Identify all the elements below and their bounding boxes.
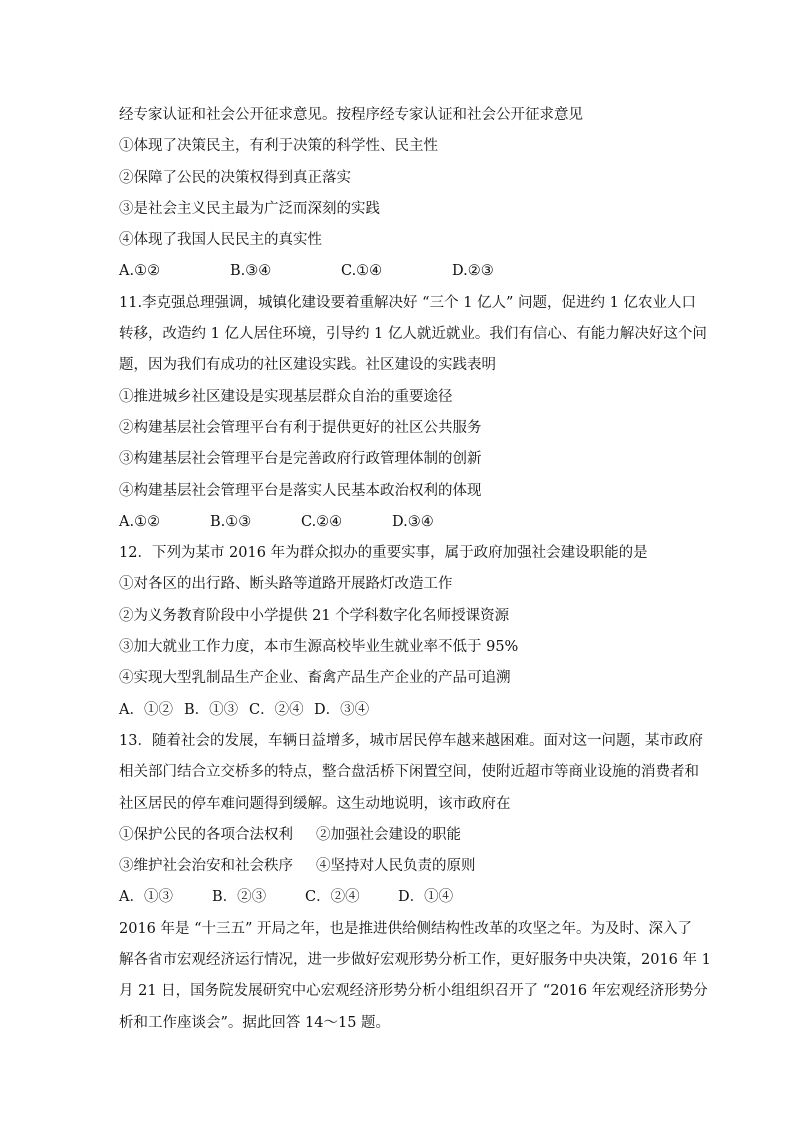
answer-option-b: B．②③ (212, 889, 267, 906)
question-13-stem: 13．随着社会的发展，车辆日益增多，城市居民停车越来越困难。面对这一问题，某市政府 (119, 732, 703, 749)
answer-option-a: A.①② (119, 263, 161, 280)
answer-option-d: D．③④ (314, 701, 370, 718)
answer-option-c: C．②④ (249, 701, 304, 718)
answer-option-b: B．①③ (184, 701, 239, 718)
option-statement: ③加大就业工作力度，本市生源高校毕业生就业率不低于 95% (119, 639, 519, 656)
option-statement-pair (119, 820, 679, 851)
answer-option-d: D．①④ (398, 889, 454, 906)
passage-line: 月 21 日，国务院发展研究中心宏观经济形势分析小组组织召开了 “2016 年宏观经济形势分 (119, 983, 708, 1000)
answer-option-c: C．②④ (305, 889, 360, 906)
passage-line: 解各省市宏观经济运行情况，进一步做好宏观形势分析工作，更好服务中央决策，2016 年 1 (119, 952, 711, 969)
question-11-stem: 题，因为我们有成功的社区建设实践。社区建设的实践表明 (119, 357, 496, 374)
answer-options (119, 882, 679, 913)
option-statement: ④坚持对人民负责的原则 (316, 858, 476, 875)
answer-option-d: D.②③ (452, 263, 494, 280)
option-statement: ①保护公民的各项合法权利 (119, 826, 293, 843)
answer-options (119, 507, 679, 538)
option-statement: ③构建基层社会管理平台是完善政府行政管理体制的创新 (119, 451, 482, 468)
answer-option-d: D.③④ (392, 513, 434, 530)
answer-options (119, 695, 679, 726)
answer-option-b: B.①③ (210, 513, 252, 530)
option-statement: ③维护社会治安和社会秩序 (119, 858, 293, 875)
question-13-stem: 相关部门结合立交桥多的特点，整合盘活桥下闲置空间，使附近超市等商业设施的消费者和 (119, 764, 699, 781)
option-statement-pair (119, 851, 679, 882)
answer-option-b: B.③④ (230, 263, 272, 280)
question-11-stem: 转移，改造约 1 亿人居住环境，引导约 1 亿人就近就业。我们有信心、有能力解决好这个问 (119, 326, 707, 343)
option-statement: ②为义务教育阶段中小学提供 21 个学科数字化名师授课资源 (119, 607, 510, 624)
option-statement: ②构建基层社会管理平台有利于提供更好的社区公共服务 (119, 419, 482, 436)
option-statement: ②加强社会建设的职能 (316, 826, 461, 843)
answer-option-a: A．①③ (119, 889, 173, 906)
option-statement: ④实现大型乳制品生产企业、畜禽产品生产企业的产品可追溯 (119, 670, 511, 687)
answer-options (119, 256, 679, 287)
option-statement: ③是社会主义民主最为广泛而深刻的实践 (119, 200, 380, 217)
option-statement: ①体现了决策民主，有利于决策的科学性、民主性 (119, 138, 438, 155)
answer-option-c: C.①④ (341, 263, 383, 280)
question-11-stem: 11.李克强总理强调，城镇化建设要着重解决好 “三个 1 亿人” 问题，促进约 1 亿农业人口 (119, 294, 696, 311)
option-statement: ④构建基层社会管理平台是落实人民基本政治权利的体现 (119, 482, 482, 499)
passage-line: 2016 年是 “十三五” 开局之年，也是推进供给侧结构性改革的攻坚之年。为及时、深入了 (119, 920, 693, 937)
answer-option-c: C.②④ (301, 513, 343, 530)
option-statement: ①对各区的出行路、断头路等道路开展路灯改造工作 (119, 576, 453, 593)
option-statement: ①推进城乡社区建设是实现基层群众自治的重要途径 (119, 388, 453, 405)
option-statement: ④体现了我国人民民主的真实性 (119, 232, 322, 249)
option-statement: ②保障了公民的决策权得到真正落实 (119, 169, 351, 186)
answer-option-a: A．①② (119, 701, 173, 718)
answer-option-a: A.①② (119, 513, 161, 530)
question-13-stem: 社区居民的停车难问题得到缓解。这生动地说明，该市政府在 (119, 795, 511, 812)
question-12-stem: 12．下列为某市 2016 年为群众拟办的重要实事，属于政府加强社会建设职能的是 (119, 545, 648, 562)
document-body (119, 100, 711, 1039)
passage-line: 析和工作座谈会”。据此回答 14～15 题。 (119, 1014, 391, 1031)
intro-line: 经专家认证和社会公开征求意见。按程序经专家认证和社会公开征求意见 (119, 107, 583, 123)
